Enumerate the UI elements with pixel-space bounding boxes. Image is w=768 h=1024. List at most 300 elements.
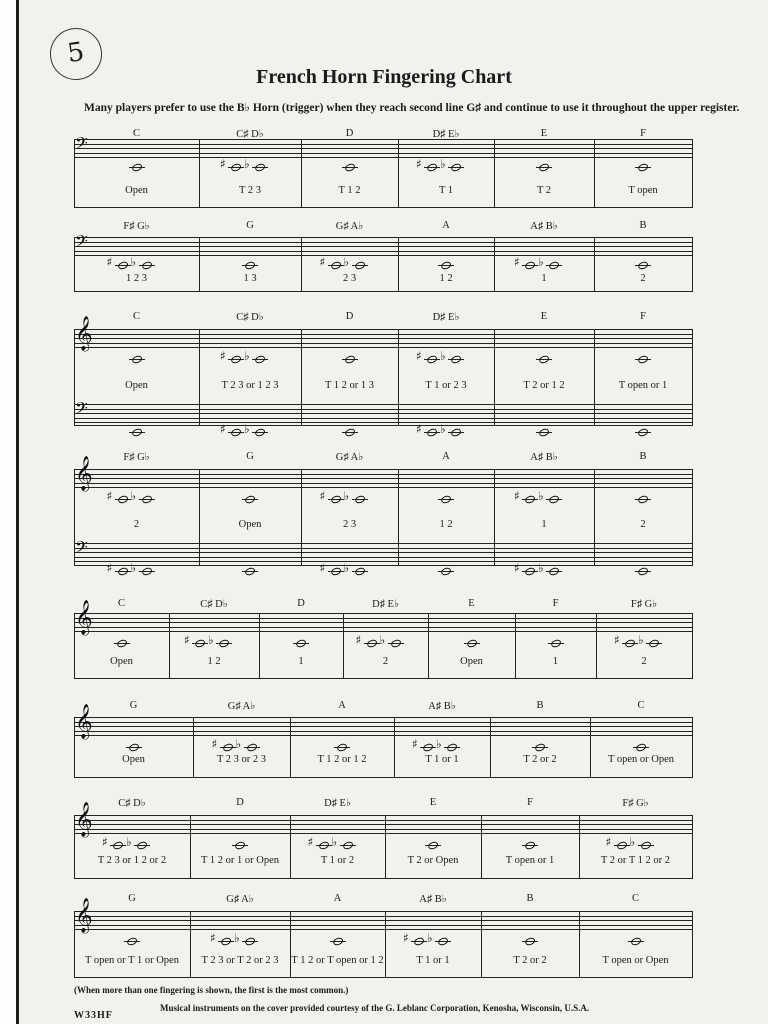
treble-clef-icon: 𝄞 [75,316,93,351]
whole-note-head [637,162,649,172]
whole-note-head [440,566,452,576]
barline [190,815,191,878]
cell-bottom-rule [74,565,693,566]
whole-note-head [354,494,366,504]
whole-note-head [218,638,230,648]
staff [74,815,692,834]
bass-clef-icon: 𝄢 [75,231,88,255]
fingering-label: T 1 or 1 [416,955,450,966]
fingering-label: 1 [552,656,559,667]
whole-note-head [450,354,462,364]
whole-note-head [254,162,266,172]
whole-note-head [141,494,153,504]
sharp-icon: ♯ [416,421,422,436]
whole-note-head [131,427,143,437]
cell-bottom-rule [74,207,693,208]
whole-note-head [524,260,536,270]
note-name: A♯ B♭ [530,452,558,463]
staff-line [74,153,692,154]
barline [343,613,344,678]
staff [74,237,692,256]
staff-line [74,717,692,718]
flat-icon: ♭ [440,421,446,436]
sharp-icon: ♯ [106,489,113,503]
note-name: G [129,700,138,711]
sharp-icon: ♯ [307,835,314,849]
note-name: C♯ D♭ [236,129,264,140]
flat-icon: ♭ [343,489,350,503]
staff-line [74,469,692,470]
whole-note-head [117,494,129,504]
fingering-label: T 1 [438,185,454,196]
whole-note-head [422,742,434,752]
staff-line [74,925,692,926]
whole-note-head [131,354,143,364]
staff-line [74,474,692,475]
whole-note-head [230,427,242,437]
fingering-label: 2 [133,519,140,530]
staff-line [74,487,692,488]
page-title: French Horn Fingering Chart [256,66,512,88]
fingering-label: Open [122,754,145,765]
whole-note-head [222,742,234,752]
note-name: F [552,598,559,609]
note-name: C [631,893,640,904]
barline [398,237,399,291]
whole-note-head [128,742,140,752]
sharp-icon: ♯ [416,156,422,171]
whole-note-head [330,566,342,576]
barline [290,911,291,977]
cell-bottom-rule [74,425,693,426]
note-name: F [527,797,533,808]
flat-icon: ♭ [244,349,250,363]
staff-line [74,929,692,930]
fingering-label: T open or T 1 or Open [85,955,179,966]
barline [494,329,495,425]
note-name: B [526,893,534,904]
note-name: A♯ B♭ [428,701,456,712]
staff-line [74,824,692,825]
whole-note-head [136,840,148,850]
sharp-icon: ♯ [605,835,612,849]
staff-line [74,347,692,348]
staff-line [74,413,692,414]
whole-note-head [637,354,649,364]
barline [692,717,693,777]
flat-icon: ♭ [130,560,137,575]
whole-note-head [550,638,562,648]
sharp-icon: ♯ [220,156,226,171]
whole-note-head [336,742,348,752]
flat-icon: ♭ [440,349,446,363]
barline [398,469,399,565]
staff-line [74,139,692,140]
whole-note-head [548,566,560,576]
sharp-icon: ♯ [412,737,418,751]
barline [199,329,200,425]
note-name: A [442,220,450,231]
staff-line [74,404,692,405]
cell-bottom-rule [74,678,693,679]
flat-icon: ♭ [235,737,242,751]
staff-line [74,343,692,344]
note-name: G♯ A♭ [335,221,364,232]
barline [385,911,386,977]
whole-note-head [437,936,449,946]
barline [199,237,200,291]
staff-line [74,338,692,339]
whole-note-head [524,936,536,946]
whole-note-head [141,566,153,576]
flat-icon: ♭ [379,633,386,647]
barline [74,329,75,425]
staff-line [74,618,692,619]
flat-icon: ♭ [629,835,636,849]
sharp-icon: ♯ [102,835,108,849]
note-name: C [117,598,126,609]
barline [74,717,75,777]
whole-note-head [244,494,256,504]
staff [74,911,692,930]
flat-icon: ♭ [244,421,250,436]
barline [74,139,75,207]
note-name: A [338,700,346,711]
whole-note-head [413,936,425,946]
note-name: G [128,893,136,904]
fingering-label: Open [125,185,148,196]
barline [385,815,386,878]
note-name: F [640,311,646,322]
barline [290,815,291,878]
barline [74,613,75,678]
barline [596,613,597,678]
note-name: A♯ B♭ [530,221,558,232]
whole-note-head [538,354,550,364]
barline [692,139,693,207]
staff-line [74,726,692,727]
barline [490,717,491,777]
whole-note-head [426,354,438,364]
barline [692,815,693,878]
fingering-label: T open or 1 [505,855,555,866]
whole-note-head [244,260,256,270]
whole-note-head [354,260,366,270]
whole-note-head [440,260,452,270]
whole-note-head [440,494,452,504]
fingering-label: T 2 3 or 1 2 3 [221,380,279,391]
whole-note-head [112,840,124,850]
whole-note-head [635,742,647,752]
barline [74,815,75,878]
barline [199,139,200,207]
fingering-label: Open [238,519,262,530]
staff-line [74,627,692,628]
whole-note-head [524,840,536,850]
staff-line [74,548,692,549]
bass-clef-icon: 𝄢 [75,537,88,561]
whole-note-head [466,638,478,648]
flat-icon: ♭ [427,931,433,945]
staff [74,613,692,632]
sharp-icon: ♯ [220,421,226,436]
whole-note-head [194,638,206,648]
barline [74,911,75,977]
cell-bottom-rule [74,878,693,879]
whole-note-head [446,742,458,752]
fingering-label: Open [460,656,483,667]
staff-line [74,242,692,243]
whole-note-head [141,260,153,270]
whole-note-head [131,162,143,172]
staff [74,543,692,562]
fingering-label: T 2 3 [239,185,261,196]
flat-icon: ♭ [343,560,350,575]
staff [74,139,692,158]
whole-note-head [637,566,649,576]
fingering-label: T 1 2 or 1 or Open [201,855,279,866]
fingering-label: T 1 2 or 1 3 [324,380,375,391]
barline [301,237,302,291]
fingering-label: 1 2 3 [126,273,147,284]
flat-icon: ♭ [638,633,644,647]
treble-clef-icon: 𝄞 [75,802,93,837]
barline [259,613,260,678]
whole-note-head [126,936,138,946]
whole-note-head [548,494,560,504]
sharp-icon: ♯ [355,633,362,647]
staff-line [74,334,692,335]
staff-line [74,920,692,921]
whole-note-head [234,840,246,850]
staff-line [74,731,692,732]
note-name: F♯ G♭ [123,221,150,232]
whole-note-head [427,840,439,850]
page-number: 5 [47,25,106,84]
fingering-label: T open or 1 [618,380,668,391]
sharp-icon: ♯ [211,737,218,751]
staff-line [74,409,692,410]
sharp-icon: ♯ [514,560,520,575]
note-name: B [639,220,647,231]
cell-bottom-rule [74,977,693,978]
whole-note-head [538,427,550,437]
staff-line [74,251,692,252]
fingering-label: 2 [641,656,647,667]
barline [579,911,580,977]
note-name: C [637,700,645,711]
whole-note-head [230,354,242,364]
note-name: C♯ D♭ [236,312,264,323]
staff [74,329,692,348]
fingering-label: 1 [298,656,304,667]
fingering-label: T 2 3 or 2 3 [216,754,267,765]
fingering-label: 2 3 [342,273,357,284]
fingering-label: T 2 or 2 [513,955,547,966]
fingering-label: Open [110,656,133,667]
whole-note-head [344,162,356,172]
fingering-label: T open or Open [602,955,669,966]
staff-line [74,833,692,834]
whole-note-head [254,427,266,437]
note-name: D♯ E♭ [432,312,460,323]
whole-note-head [344,354,356,364]
barline [301,469,302,565]
note-name: C [132,311,141,322]
note-name: C [132,128,141,139]
cell-bottom-rule [74,291,693,292]
note-name: D [345,311,354,322]
whole-note-head [344,427,356,437]
barline [692,237,693,291]
note-name: D♯ E♭ [432,129,460,140]
treble-clef-icon: 𝄞 [75,704,93,739]
whole-note-head [117,566,129,576]
flat-icon: ♭ [343,254,350,269]
staff-line [74,329,692,330]
staff-line [74,815,692,816]
barline [428,613,429,678]
treble-clef-icon: 𝄞 [75,898,93,933]
note-name: G [246,451,254,462]
sharp-icon: ♯ [106,254,113,269]
barline [692,469,693,565]
fingering-label: 2 [640,519,646,530]
barline [579,815,580,878]
whole-note-head [524,566,536,576]
whole-note-head [624,638,636,648]
note-name: F♯ G♭ [123,452,150,463]
fingering-label: T 2 or 2 [523,754,557,765]
staff-line [74,237,692,238]
treble-clef-icon: 𝄞 [75,600,93,635]
flat-icon: ♭ [234,931,240,945]
whole-note-head [637,260,649,270]
whole-note-head [116,638,128,648]
note-name: D♯ E♭ [372,599,399,610]
flat-icon: ♭ [440,156,446,171]
fingering-label: T 2 3 or 1 2 or 2 [97,855,167,866]
staff-line [74,829,692,830]
staff-line [74,255,692,256]
flat-icon: ♭ [126,835,132,849]
note-name: G [246,220,254,231]
sharp-icon: ♯ [614,633,620,647]
note-name: G♯ A♭ [335,452,364,463]
flat-icon: ♭ [538,489,544,503]
note-name: F [640,128,646,139]
flat-icon: ♭ [331,835,338,849]
whole-note-head [548,260,560,270]
barline [301,329,302,425]
barline [74,469,75,565]
whole-note-head [244,566,256,576]
staff-line [74,157,692,158]
whole-note-head [246,742,258,752]
barline [494,469,495,565]
whole-note-head [332,936,344,946]
fingering-label: 2 [640,273,646,284]
barline [494,237,495,291]
sharp-icon: ♯ [403,931,409,945]
whole-note-head [426,162,438,172]
whole-note-head [426,427,438,437]
note-name: F♯ G♭ [622,798,649,809]
barline [594,139,595,207]
bass-clef-icon: 𝄢 [75,133,88,157]
staff-line [74,622,692,623]
whole-note-head [630,936,642,946]
fingering-label: 1 [541,519,547,530]
flat-icon: ♭ [538,254,544,269]
barline [398,329,399,425]
barline [74,237,75,291]
note-name: B [536,700,544,711]
note-name: D [297,598,305,609]
barline [692,613,693,678]
fingering-label: T open [628,185,658,196]
sharp-icon: ♯ [184,633,190,647]
whole-note-head [254,354,266,364]
barline [594,237,595,291]
whole-note-head [616,840,628,850]
barline [301,139,302,207]
note-name: A♯ B♭ [419,894,447,905]
barline [594,469,595,565]
whole-note-head [637,427,649,437]
cell-bottom-rule [74,777,693,778]
staff [74,404,692,423]
staff [74,717,692,736]
page-margin [0,0,16,1024]
fingering-label: T open or Open [608,754,674,765]
whole-note-head [220,936,232,946]
bass-clef-icon: 𝄢 [75,398,88,422]
sharp-icon: ♯ [220,349,226,363]
sharp-icon: ♯ [514,254,520,269]
barline [494,139,495,207]
note-name: A [442,451,450,462]
staff-line [74,557,692,558]
staff-line [74,144,692,145]
fingering-label: T 2 or T 1 2 or 2 [600,855,671,866]
staff-line [74,478,692,479]
whole-note-head [390,638,402,648]
fingering-label: T 1 2 [338,185,361,196]
binding-edge [16,0,19,1024]
fingering-label: 1 [541,273,547,284]
fingering-label: Open [125,380,148,391]
fingering-label: T 1 2 or 1 2 [317,754,367,765]
fingering-label: T 1 2 or T open or 1 2 [291,955,384,966]
note-name: G♯ A♭ [227,701,256,712]
barline [515,613,516,678]
form-code: W33HF [74,1010,113,1021]
note-name: E [429,797,437,808]
barline [692,329,693,425]
staff-line [74,911,692,912]
whole-note-head [354,566,366,576]
sharp-icon: ♯ [319,489,326,503]
note-name: E [468,598,475,609]
note-name: C♯ D♭ [200,599,228,610]
fingering-label: T 1 or 2 [320,855,355,866]
intro-text: Many players prefer to use the B♭ Horn (trigger) when they reach second line G♯ and continue to use it throughout the upper register. [84,102,740,114]
barline [199,469,200,565]
flat-icon: ♭ [208,633,214,647]
sharp-icon: ♯ [106,560,113,575]
whole-note-head [117,260,129,270]
